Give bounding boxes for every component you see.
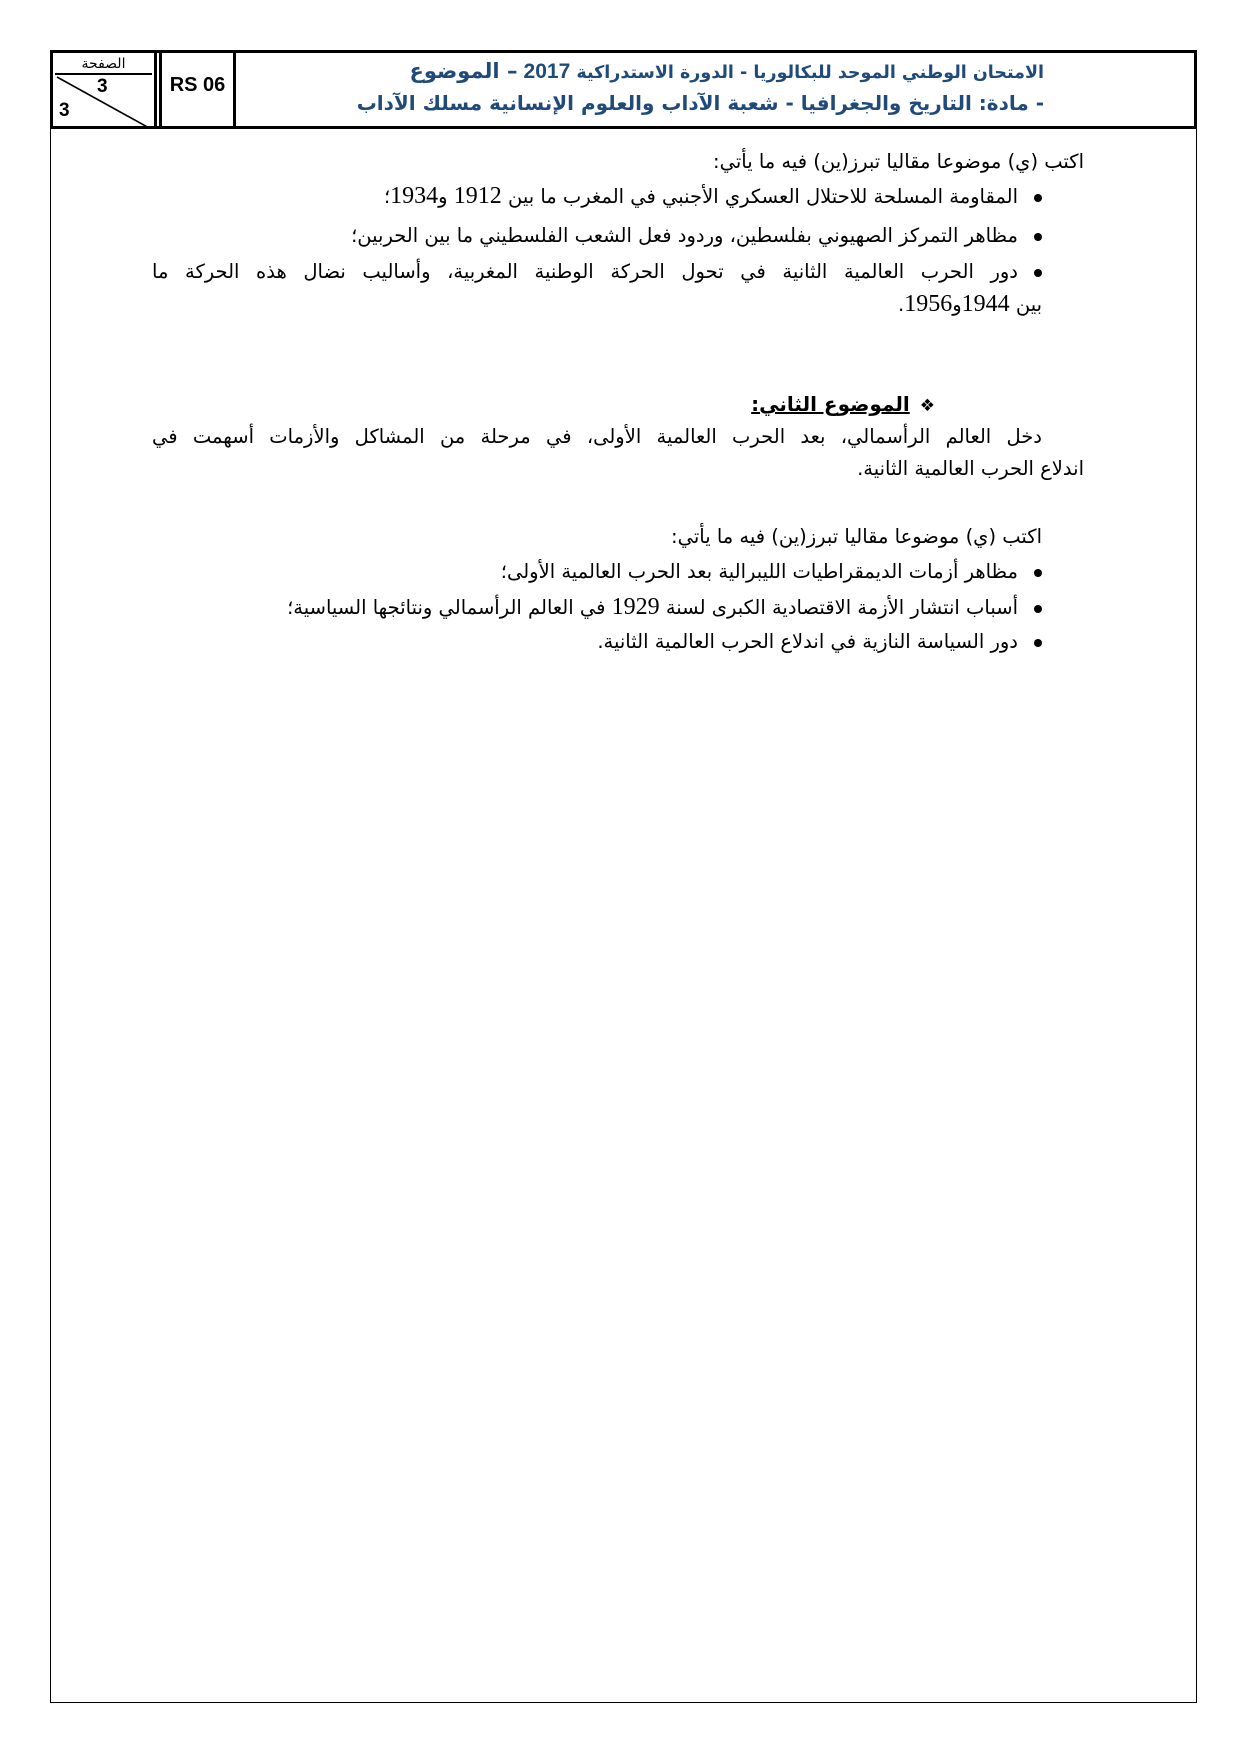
bullet-icon	[1034, 605, 1042, 613]
topic2-item2-year: 1929	[611, 594, 660, 620]
topic2-item2-suffix: في العالم الرأسمالي ونتائجها السياسية؛	[287, 596, 606, 619]
page-current: 3	[97, 76, 108, 97]
topic2-instruction: اكتب (ي) موضوعا مقاليا تبرز(ين) فيه ما يأتي:	[671, 525, 1042, 548]
topic2-heading	[751, 389, 935, 421]
topic1-item1-text: المقاومة المسلحة للاحتلال العسكري الأجنبي في المغرب ما بين	[507, 185, 1018, 208]
topic1-item1-end: ؛	[383, 185, 391, 208]
topic1-item3-end: .	[898, 293, 905, 316]
topic1-item1	[384, 181, 1042, 212]
bullet-icon	[1034, 194, 1042, 202]
topic2-item2-prefix: أسباب انتشار الأزمة الاقتصادية الكبرى لسنة	[665, 596, 1018, 619]
bullet-icon	[1034, 639, 1042, 647]
bullet-icon	[1034, 569, 1042, 577]
exam-code: RS 06	[162, 53, 236, 126]
topic2-item3-text: دور السياسة النازية في اندلاع الحرب العالمية الثانية.	[597, 630, 1018, 653]
page-number-box	[53, 53, 157, 126]
exam-title-line1	[236, 60, 1044, 84]
exam-title-suffix: – الموضوع	[409, 59, 518, 83]
topic2-intro-line2: اندلاع الحرب العالمية الثانية.	[857, 457, 1084, 480]
topic2-item1	[501, 557, 1042, 587]
exam-title	[236, 53, 1194, 126]
topic2-item3	[597, 627, 1042, 657]
topic1-item2	[351, 221, 1042, 251]
topic2-item1-text: مظاهر أزمات الديمقراطيات الليبرالية بعد الحرب العالمية الأولى؛	[500, 560, 1018, 583]
topic1-item1-and: و	[438, 185, 448, 208]
bullet-icon	[1034, 269, 1042, 277]
page-label: الصفحة	[81, 56, 126, 72]
topic2-heading-text: الموضوع الثاني:	[751, 392, 910, 416]
exam-year: 2017	[523, 60, 571, 83]
topic2-item2	[287, 592, 1042, 623]
topic2-intro-line1: دخل العالم الرأسمالي، بعد الحرب العالمية الأولى، في مرحلة من المشاكل والأزمات أسهمت في	[152, 425, 1042, 448]
topic1-item3-year1: 1944	[961, 291, 1010, 317]
page-total: 3	[59, 100, 70, 121]
topic1-item3-year2: 1956	[904, 291, 953, 317]
topic1-item3-prefix: بين	[1015, 293, 1042, 316]
diamond-bullet-icon: ❖	[919, 396, 935, 416]
exam-header	[50, 50, 1197, 129]
topic1-item3-and: و	[952, 293, 962, 316]
topic1-item2-text: مظاهر التمركز الصهيوني بفلسطين، وردود فعل الشعب الفلسطيني ما بين الحربين؛	[351, 224, 1018, 247]
topic1-item3-line1	[152, 257, 1042, 287]
topic1-item1-year2: 1934	[390, 183, 439, 209]
topic1-instruction: اكتب (ي) موضوعا مقاليا تبرز(ين) فيه ما يأتي:	[713, 150, 1084, 173]
exam-title-line2: - مادة: التاريخ والجغرافيا - شعبة الآداب والعلوم الإنسانية مسلك الآداب	[356, 91, 1044, 115]
topic1-item3-line1-text: دور الحرب العالمية الثانية في تحول الحركة الوطنية المغربية، وأساليب نضال هذه الحركة ما	[152, 260, 1018, 283]
exam-title-prefix: الامتحان الوطني الموحد للبكالوريا - الدورة الاستدراكية	[576, 63, 1044, 83]
bullet-icon	[1034, 233, 1042, 241]
topic1-item3-line2	[898, 289, 1042, 320]
topic1-item1-year1: 1912	[453, 183, 502, 209]
